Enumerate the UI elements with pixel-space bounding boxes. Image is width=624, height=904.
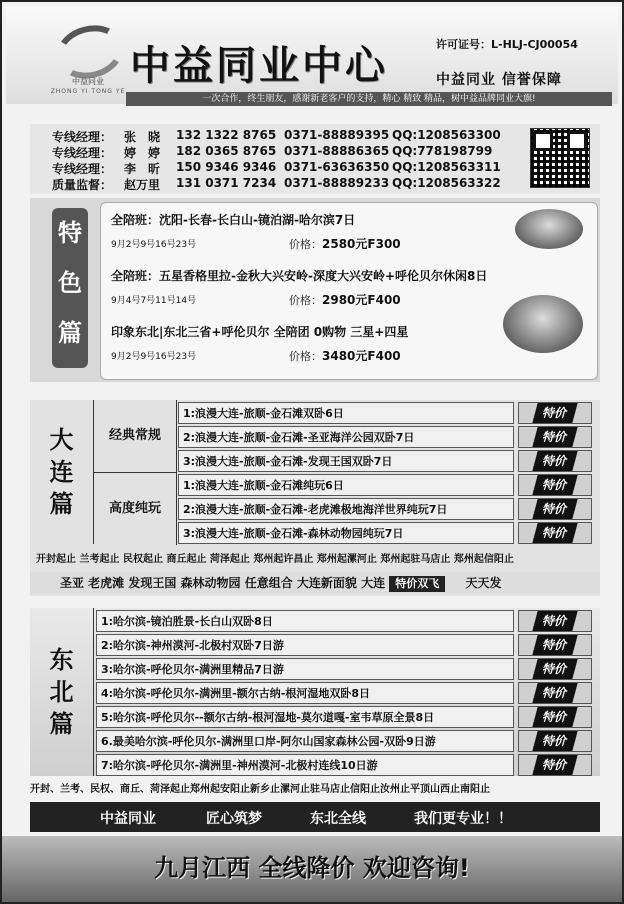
contact-mobile: 131 0371 7234	[176, 176, 277, 190]
banner-item: 东北全线	[310, 811, 366, 827]
route-row: 1:浪漫大连-旅顺-金石滩纯玩6日	[178, 474, 514, 496]
badge-char: 特	[58, 219, 82, 247]
route-row: 2:哈尔滨-神州漠河-北极村双卧7日游	[96, 634, 514, 656]
badge-text: 特价	[532, 475, 577, 495]
contact-phone: 0371-88886365	[284, 144, 390, 158]
badge-text: 特价	[532, 523, 577, 543]
logo-subtext: ZHONG YI TONG YE	[50, 88, 126, 95]
route-row: 7:哈尔滨-呼伦贝尔-满洲里-神州漠河-北极村连线10日游	[96, 754, 514, 776]
dalian-section	[30, 400, 600, 596]
badge-text: 特价	[532, 427, 577, 447]
badge-char: 色	[58, 269, 82, 297]
featured-dates: 9月2号9号16号23号	[111, 352, 197, 362]
contact-role: 专线经理：	[52, 162, 113, 176]
featured-item	[111, 319, 591, 375]
label-char: 北	[49, 678, 74, 706]
contact-role: 质量监督：	[52, 178, 113, 192]
route-row: 1:浪漫大连-旅顺-金石滩双卧6日	[178, 402, 514, 424]
label-char: 连	[49, 458, 74, 486]
contact-role: 专线经理：	[52, 146, 113, 160]
contact-name: 婷 婷	[124, 146, 161, 160]
badge-text: 特价	[532, 403, 577, 423]
lake-photo	[515, 209, 583, 249]
special-price-badge	[518, 498, 592, 520]
banner-item: 中益同业	[100, 811, 156, 827]
dalian-departures: 开封起止 兰考起止 民权起止 商丘起止 菏泽起止 郑州起许昌止 郑州起漯河止 郑州起驻马店止 郑州起信阳止	[36, 554, 514, 565]
featured-dates: 9月4号7号11号14号	[111, 296, 197, 306]
bottom-left-text: 圣亚 老虎滩 发现王国 森林动物园 任意组合 大连新面貌 大连	[60, 576, 386, 590]
price-value: 2980元F400	[322, 293, 401, 307]
badge-text: 特价	[532, 635, 577, 655]
logo-text: 中益同业	[72, 77, 104, 86]
badge-text: 特价	[532, 659, 577, 679]
dongbei-label	[30, 608, 94, 776]
promo-text: 九月江西 全线降价 欢迎咨询!	[154, 854, 470, 882]
special-price-badge	[518, 474, 592, 496]
featured-price	[289, 291, 401, 308]
badge-text: 特价	[532, 683, 577, 703]
special-price-badge	[518, 682, 592, 704]
price-label: 价格：	[289, 294, 322, 307]
dongbei-departures: 开封、兰考、民权、商丘、菏泽起止郑州起安阳止新乡止漯河止驻马店止信阳止汝州止平顶山西止南阳止	[30, 784, 490, 795]
route-row: 2:浪漫大连-旅顺-金石滩-老虎滩极地海洋世界纯玩7日	[178, 498, 514, 520]
badge-text: 特价	[532, 707, 577, 727]
special-price-badge	[518, 426, 592, 448]
route-row: 3:哈尔滨-呼伦贝尔-满洲里精品7日游	[96, 658, 514, 680]
banner-item: 我们更专业！！	[414, 811, 512, 827]
contact-phone: 0371-63636350	[284, 160, 390, 174]
double-flight-tag: 特价双飞	[389, 576, 445, 592]
featured-item	[111, 207, 591, 263]
price-label: 价格：	[289, 350, 322, 363]
footer-banner	[30, 802, 600, 832]
contact-qq: QQ:1208563322	[392, 176, 501, 190]
qr-code-icon	[530, 128, 590, 188]
label-char: 东	[49, 646, 74, 674]
badge-char: 篇	[58, 319, 82, 347]
badge-text: 特价	[532, 731, 577, 751]
dalian-label	[30, 400, 94, 544]
featured-section	[30, 198, 600, 382]
featured-price	[289, 347, 401, 364]
route-row: 1:哈尔滨-镜泊胜景-长白山双卧8日	[96, 610, 514, 632]
featured-panel	[100, 202, 598, 380]
dalian-bottom-line	[30, 572, 600, 594]
page-title: 中益同业中心	[130, 43, 388, 89]
price-label: 价格：	[289, 238, 322, 251]
featured-title: 全陪班：五星香格里拉-金秋大兴安岭-深度大兴安岭+呼伦贝尔休闲8日	[111, 269, 488, 283]
badge-text: 特价	[532, 611, 577, 631]
special-price-badge	[518, 658, 592, 680]
banner-item: 匠心筑梦	[206, 811, 262, 827]
route-row: 3:浪漫大连-旅顺-金石滩-发现王国双卧7日	[178, 450, 514, 472]
license-number: 许可证号：L-HLJ-CJ00054	[436, 38, 578, 51]
contact-qq: QQ:1208563311	[392, 160, 501, 174]
route-row: 4:哈尔滨-呼伦贝尔-满洲里-额尔古纳-根河湿地双卧8日	[96, 682, 514, 704]
slogan: 中益同业 信誉保障	[436, 72, 562, 88]
badge-text: 特价	[532, 451, 577, 471]
route-row: 2:浪漫大连-旅顺-金石滩-圣亚海洋公园双卧7日	[178, 426, 514, 448]
featured-badge	[52, 208, 88, 368]
special-price-badge	[518, 402, 592, 424]
daily-departure: 天天发	[465, 576, 502, 590]
featured-title: 印象东北|东北三省+呼伦贝尔 全陪团 0购物 三星+四星	[111, 325, 409, 339]
contact-phone: 0371-88889233	[284, 176, 390, 190]
special-price-badge	[518, 450, 592, 472]
special-price-badge	[518, 610, 592, 632]
contact-phone: 0371-88889395	[284, 128, 390, 142]
category-classic: 经典常规	[94, 400, 177, 472]
header	[6, 6, 618, 104]
badge-text: 特价	[532, 755, 577, 775]
price-value: 3480元F400	[322, 349, 401, 363]
special-price-badge	[518, 634, 592, 656]
contact-role: 专线经理：	[52, 130, 113, 144]
label-char: 篇	[49, 710, 74, 738]
featured-title: 全陪班：沈阳-长春-长白山-镜泊湖-哈尔滨7日	[111, 213, 356, 227]
special-price-badge	[518, 730, 592, 752]
mountain-photo	[503, 295, 583, 353]
route-row: 5:哈尔滨-呼伦贝尔--额尔古纳-根河湿地-莫尔道嘎-室韦草原全景8日	[96, 706, 514, 728]
contact-panel	[30, 124, 600, 194]
company-logo	[48, 26, 124, 100]
category-pure-play: 高度纯玩	[94, 472, 177, 545]
contact-name: 李 昕	[124, 162, 161, 176]
route-row: 3:浪漫大连-旅顺-金石滩-森林动物园纯玩7日	[178, 522, 514, 544]
dongbei-section	[30, 608, 600, 776]
label-char: 篇	[49, 490, 74, 518]
contact-name: 赵万里	[124, 178, 161, 192]
price-value: 2580元F300	[322, 237, 401, 251]
contact-mobile: 182 0365 8765	[176, 144, 277, 158]
special-price-badge	[518, 706, 592, 728]
featured-price	[289, 235, 401, 252]
special-price-badge	[518, 522, 592, 544]
badge-text: 特价	[532, 499, 577, 519]
contact-name: 张 晓	[124, 130, 161, 144]
tagline: 一次合作，终生朋友，感谢新老客户的支持，精心 精致 精品，树中益品牌同业大旗!	[126, 92, 612, 106]
contact-mobile: 150 9346 9346	[176, 160, 277, 174]
route-row: 6.最美哈尔滨-呼伦贝尔-满洲里口岸-阿尔山国家森林公园-双卧9日游	[96, 730, 514, 752]
contact-qq: QQ:1208563300	[392, 128, 501, 142]
contact-qq: QQ:778198799	[392, 144, 493, 158]
label-char: 大	[49, 426, 74, 454]
special-price-badge	[518, 754, 592, 776]
featured-dates: 9月2号9号16号23号	[111, 240, 197, 250]
contact-mobile: 132 1322 8765	[176, 128, 277, 142]
